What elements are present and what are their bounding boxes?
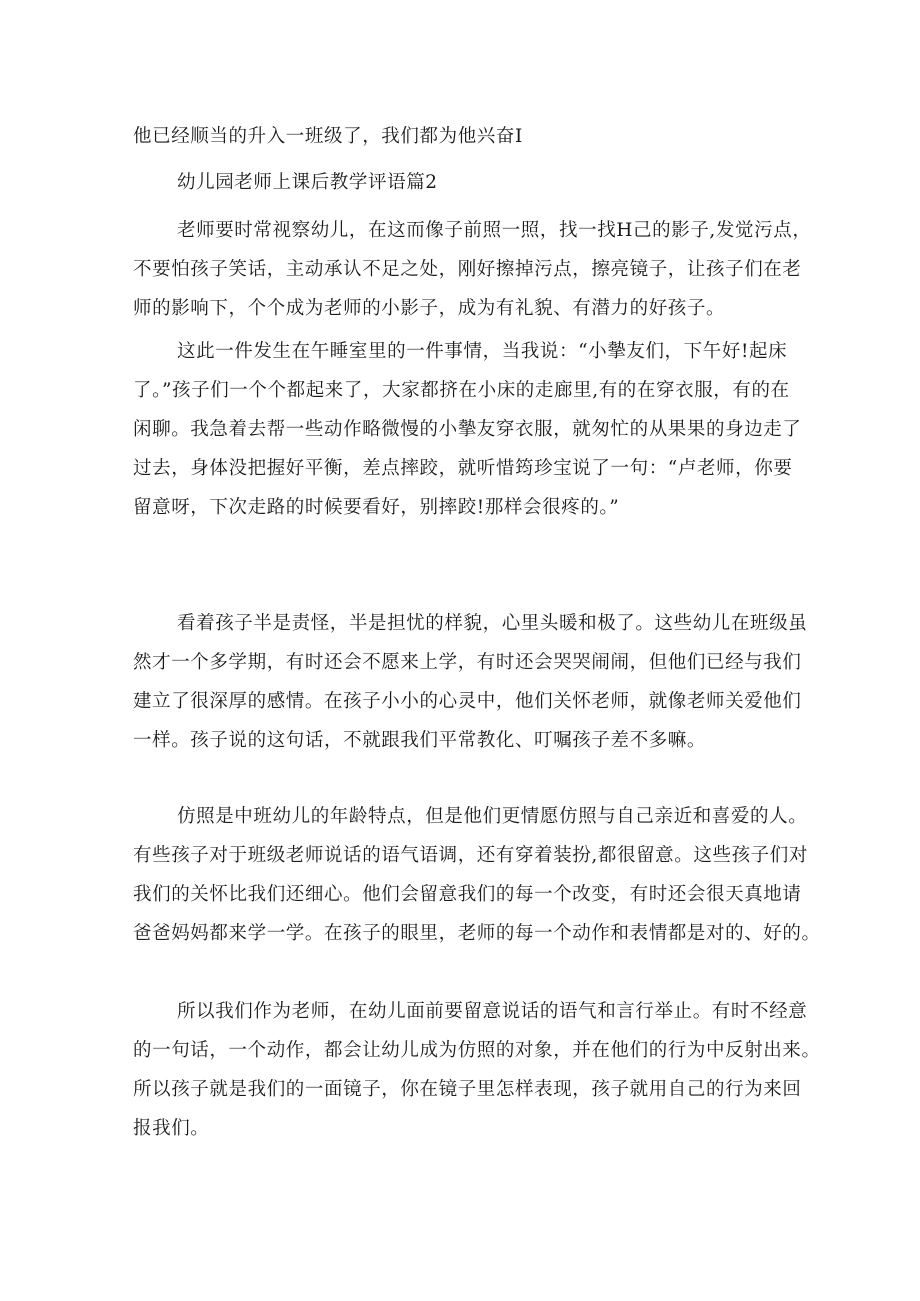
text-line: 爸爸妈妈都来学一学。在孩子的眼里，老师的每一个动作和表情都是对的、好的。 bbox=[133, 923, 821, 944]
text-line: 报我们。 bbox=[133, 1118, 210, 1139]
text-line: 仿照是中班幼儿的年龄特点，但是他们更情愿仿照与自己亲近和喜爱的人。 bbox=[177, 806, 808, 827]
text-line: 所以我们作为老师，在幼儿面前要留意说话的语气和言行举止。有时不经意 bbox=[177, 1001, 808, 1022]
text-line: 留意呀，下次走路的时候要看好，别摔跤!那样会很疼的。” bbox=[133, 497, 620, 518]
text-line: 他已经顺当的升入一班级了，我们都为他兴奋I bbox=[133, 126, 523, 147]
text-line: 老师要时常视察幼儿，在这而像子前照一照，找一找H己的影子,发觉污点， bbox=[177, 220, 812, 241]
text-line: 所以孩子就是我们的一面镜子，你在镜子里怎样表现，孩子就用自己的行为来回 bbox=[133, 1079, 802, 1100]
text-line: 看着孩子半是责怪，半是担忧的样貌，心里头暖和极了。这些幼儿在班级虽 bbox=[177, 613, 808, 634]
text-line: 的一句话，一个动作，都会让幼儿成为仿照的对象，并在他们的行为中反射出来。 bbox=[133, 1040, 821, 1061]
paragraph-top bbox=[133, 117, 793, 156]
text-line: 我们的关怀比我们还细心。他们会留意我们的每一个改变，有时还会很天真地请 bbox=[133, 884, 802, 905]
text-line: 然才一个多学期，有时还会不愿来上学，有时还会哭哭闹闹，但他们已经与我们 bbox=[133, 652, 802, 673]
paragraph-2 bbox=[133, 332, 802, 527]
text-line: 建立了很深厚的感情。在孩子小小的心灵中，他们关怀老师，就像老师关爱他们 bbox=[133, 691, 802, 712]
text-line: 这此一件发生在午睡室里的一件事情，当我说：“小摰友们，下午好!起床 bbox=[177, 341, 788, 362]
section-title-text: 幼儿园老师上课后教学评语篇2 bbox=[177, 172, 438, 193]
text-line: 不要怕孩子笑话，主动承认不足之处，刚好擦掉污点，擦亮镜子，让孩子们在老 bbox=[133, 259, 802, 280]
text-line: 师的影响下，个个成为老师的小影子，成为有礼貌、有潜力的好孩子。 bbox=[133, 298, 726, 319]
paragraph-3 bbox=[133, 604, 808, 760]
text-line: 过去，身体没把握好平衡，差点摔跤，就听惜筠珍宝说了一句：“卢老师，你要 bbox=[133, 458, 793, 479]
paragraph-4 bbox=[133, 797, 821, 953]
section-title bbox=[133, 163, 793, 202]
text-line: 一样。孩子说的这句话，不就跟我们平常教化、叮嘱孩子差不多嘛。 bbox=[133, 730, 707, 751]
text-line: 有些孩子对于班级老师说话的语气语调，还有穿着装扮,都很留意。这些孩子们对 bbox=[133, 845, 808, 866]
text-line: 闲聊。我急着去帮一些动作略微慢的小摰友穿衣服，就匆忙的从果果的身边走了 bbox=[133, 419, 802, 440]
paragraph-1 bbox=[133, 211, 812, 328]
paragraph-5 bbox=[133, 992, 821, 1148]
text-line: 了。”孩子们一个个都起来了，大家都挤在小床的走廊里,有的在穿衣服，有的在 bbox=[133, 380, 790, 401]
